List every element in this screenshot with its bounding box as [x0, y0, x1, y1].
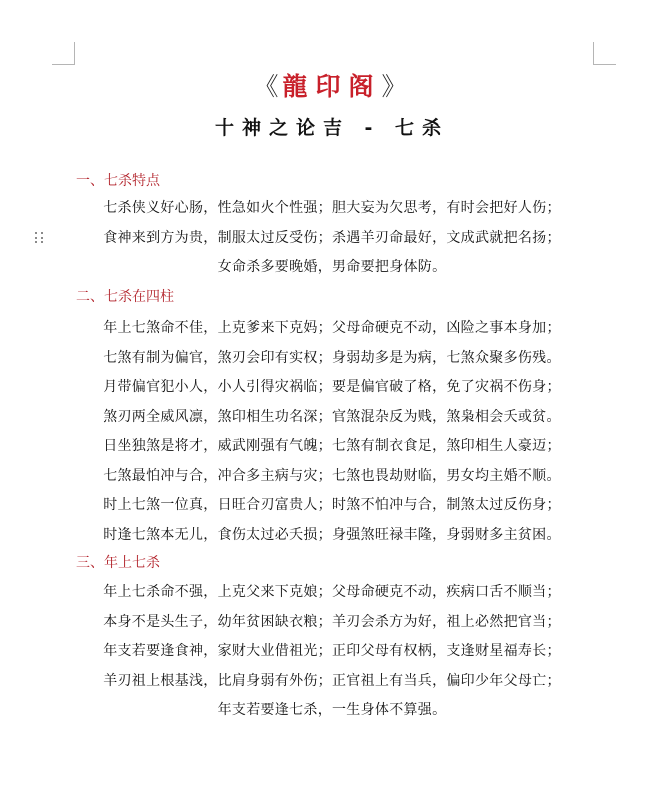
- verse-line: 七煞有制为偏官，煞刃会印有实权；身弱劫多是为病，七煞众聚多伤残。: [103, 349, 561, 366]
- verse-line: 煞刃两全威风凛，煞印相生功名深；官煞混杂反为贱，煞枭相会夭或贫。: [103, 408, 561, 425]
- section-heading: 三、年上七杀: [76, 555, 160, 571]
- verse-line: 女命杀多要晚婚，男命要把身体防。: [217, 259, 447, 275]
- document-title: [0, 72, 664, 102]
- page-corner-mark-left: [52, 42, 75, 65]
- verse-line: 食神来到方为贵，制服太过反受伤；杀遇羊刃命最好，文成武就把名扬；: [103, 229, 561, 246]
- verse-line: 羊刃祖上根基浅，比肩身弱有外伤；正官祖上有当兵，偏印少年父母亡；: [103, 672, 561, 689]
- section-3-verse: [0, 578, 664, 726]
- verse-line: 月带偏官犯小人，小人引得灾祸临；要是偏官破了格，免了灾祸不伤身；: [103, 379, 561, 395]
- verse-line: 七煞最怕冲与合，冲合多主病与灾；七煞也畏劫财临，男女均主婚不顺。: [103, 467, 561, 484]
- verse-line: 七杀侠义好心肠，性急如火个性强；胆大妄为欠思考，有时会把好人伤；: [103, 200, 561, 216]
- verse-line: 日坐独煞是将才，威武刚强有气魄；七煞有制衣食足，煞印相生人豪迈；: [103, 438, 561, 454]
- verse-line: 年支若要逢食神，家财大业借祖光；正印父母有权柄，支逢财星福寿长；: [103, 643, 561, 659]
- title-name: 龍印阁: [282, 72, 382, 101]
- verse-line: 年支若要逢七杀，一生身体不算强。: [217, 702, 447, 718]
- section-heading: 二、七杀在四柱: [76, 289, 174, 305]
- section-heading: 一、七杀特点: [76, 173, 160, 189]
- document-subtitle: 十神之论吉 - 七杀: [214, 117, 450, 139]
- verse-line: 时上七煞一位真，日旺合刃富贵人；时煞不怕冲与合，制煞太过反伤身；: [103, 497, 561, 513]
- page-corner-mark-right: [593, 42, 616, 65]
- verse-line: 年上七煞命不佳，上克爹来下克妈；父母命硬克不动，凶险之事本身加；: [103, 320, 561, 336]
- section-1-verse: [0, 194, 664, 283]
- title-close-bracket: 》: [381, 72, 411, 101]
- title-open-bracket: 《: [253, 72, 283, 101]
- verse-line: 本身不是头生子，幼年贫困缺衣粮；羊刃会杀方为好，祖上必然把官当；: [103, 613, 561, 630]
- verse-line: 时逢七煞本无儿，食伤太过必夭损；身强煞旺禄丰隆，身弱财多主贫困。: [103, 526, 561, 543]
- section-2-verse: [0, 314, 664, 550]
- verse-line: 年上七杀命不强，上克父来下克娘；父母命硬克不动，疾病口舌不顺当；: [103, 584, 561, 600]
